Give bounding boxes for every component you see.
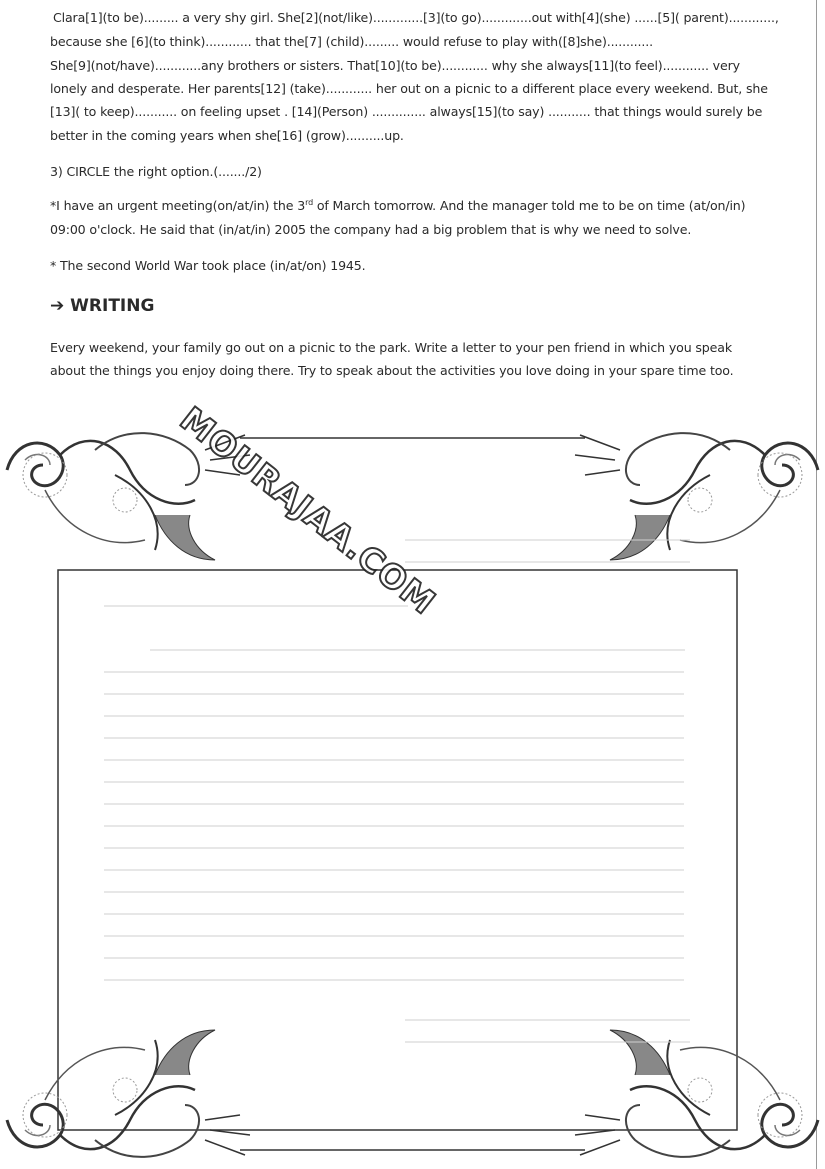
writing-prompt-line: Every weekend, your family go out on a picnic to the park. Write a letter to your pen friend in which you speak — [50, 340, 732, 355]
exercise-3-sentence-1-cont: 09:00 o'clock. He said that (in/at/in) 2005 the company had a big problem that is why we need to solve. — [50, 222, 692, 237]
exercise-2-paragraph — [50, 10, 780, 150]
writing-prompt-line: about the things you enjoy doing there. Try to speak about the activities you love doing in your spare time too. — [50, 363, 734, 378]
exercise-2-line: better in the coming years when she[16] (grow)..........up. — [50, 128, 404, 143]
exercise-2-line: lonely and desperate. Her parents[12] (take)............ her out on a picnic to a different place every weekend. But, she — [50, 81, 768, 96]
exercise-3-sentence-1: *I have an urgent meeting(on/at/in) the 3rd of March tomorrow. And the manager told me to be on time (at/on/in) — [50, 198, 746, 214]
writing-prompt — [50, 340, 780, 390]
writing-heading-text: WRITING — [70, 296, 155, 316]
exercise-2-line: Clara[1](to be)......... a very shy girl. She[2](not/like).............[3](to go).............out with[4](she) ......[5]( parent)............, — [53, 10, 779, 25]
exercise-3-section — [50, 164, 780, 284]
writing-heading — [50, 296, 154, 316]
arrow-right-icon: ➔ — [50, 296, 65, 316]
ornamental-frame — [0, 420, 825, 1169]
watermark: MOURAJAA.COM — [172, 399, 444, 623]
exercise-3-title: 3) CIRCLE the right option.(......./2) — [50, 164, 262, 179]
exercise-2-line: because she [6](to think)............ that the[7] (child)......... would refuse to play with([8]she)............ — [50, 34, 653, 49]
exercise-2-line: She[9](not/have)............any brothers or sisters. That[10](to be)............ why she always[11](to feel)............ very — [50, 58, 740, 73]
exercise-2-line: [13]( to keep)........... on feeling upset . [14](Person) .............. always[15](to say) ........... that things would surely be — [50, 104, 763, 119]
exercise-3-sentence-2: * The second World War took place (in/at/on) 1945. — [50, 258, 366, 273]
